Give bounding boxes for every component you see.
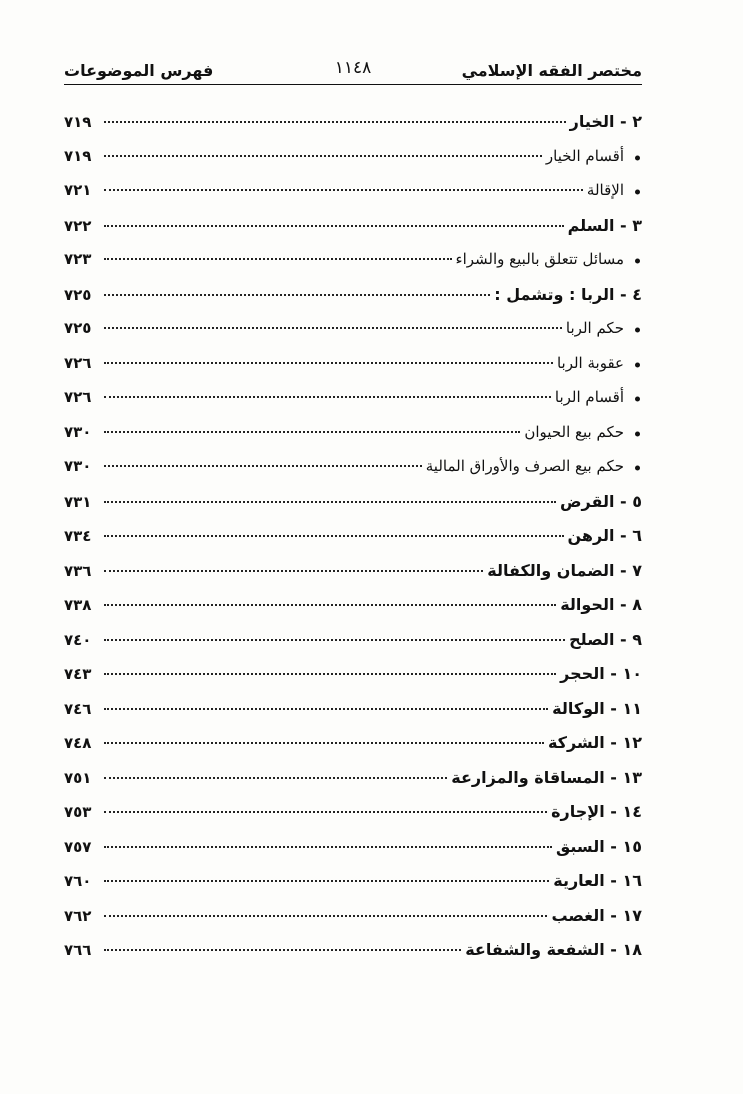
toc-entry-page: ٧٥٧ [64, 837, 92, 856]
toc-entry [64, 147, 642, 182]
toc-entry [64, 388, 642, 423]
toc-entry [64, 871, 642, 906]
toc-entry [64, 699, 642, 734]
toc-entry-page: ٧٢٥ [64, 319, 92, 337]
dot-leader [104, 396, 551, 398]
dot-leader [104, 915, 547, 917]
toc-entry-page: ٧٢٦ [64, 353, 92, 372]
dot-leader [104, 811, 547, 813]
toc-entry-page: ٧١٩ [64, 113, 92, 131]
toc-entry [64, 768, 642, 803]
dot-leader [104, 501, 556, 503]
toc-entry-page: ٧٢٥ [64, 285, 92, 304]
toc-entry-page: ٧٢٢ [64, 216, 92, 235]
toc-entry-title: ١٣ - المساقاة والمزارعة [451, 767, 642, 787]
toc-entry-page: ٧٣٠ [64, 422, 92, 441]
toc-entry-title: ٢ - الخيار [569, 112, 642, 131]
toc-entry-title: ٦ - الرهن [567, 526, 642, 545]
toc-entry-title: حكم بيع الحيوان [524, 423, 642, 441]
toc-entry [64, 319, 642, 354]
toc-entry-title: مسائل تتعلق بالبيع والشراء [456, 250, 642, 268]
toc-entry-page: ٧٣٠ [64, 457, 92, 475]
toc-entry [64, 423, 642, 458]
toc-entry-page: ٧٦٠ [64, 872, 92, 890]
toc-entry-title: ١٨ - الشفعة والشفاعة [465, 940, 642, 959]
dot-leader [104, 294, 490, 296]
toc-entry [64, 354, 642, 389]
toc-entry-title: ٧ - الضمان والكفالة [487, 560, 642, 580]
dot-leader [104, 949, 461, 951]
dot-leader [104, 708, 548, 710]
dot-leader [104, 327, 562, 329]
toc-entry [64, 457, 642, 492]
toc-entry [64, 802, 642, 837]
toc-entry [64, 526, 642, 561]
toc-entry-title: عقوبة الربا [557, 354, 642, 372]
toc-entry [64, 285, 642, 320]
page-number: ١١٤٨ [334, 58, 372, 78]
toc-entry [64, 181, 642, 216]
toc-entry-title: ٣ - السلم [567, 215, 642, 235]
toc-entry-title: حكم بيع الصرف والأوراق المالية [426, 457, 642, 475]
dot-leader [104, 570, 483, 572]
running-header [64, 54, 642, 84]
dot-leader [104, 880, 549, 882]
dot-leader [104, 535, 564, 537]
toc-entry-title: حكم الربا [566, 319, 642, 337]
toc-entry-title: الإقالة [587, 181, 642, 199]
toc-entry-title: ١٥ - السبق [555, 836, 642, 856]
toc-entry-page: ٧٥٣ [64, 803, 92, 821]
toc-entry-page: ٧٦٢ [64, 906, 92, 925]
toc-entry-page: ٧٥١ [64, 768, 92, 787]
toc-entry-page: ٧٢٦ [64, 388, 92, 406]
toc-entry-page: ٧٤٣ [64, 665, 92, 683]
toc-entry-title: ١٤ - الإجارة [551, 802, 642, 821]
toc-entry-page: ٧٣٤ [64, 527, 92, 545]
toc-entry [64, 112, 642, 147]
toc-entry-page: ٧٢١ [64, 181, 92, 199]
toc-entry-page: ٧٤٦ [64, 699, 92, 718]
toc-entry-title: ٤ - الربا : وتشمل : [494, 284, 642, 304]
toc-entry [64, 664, 642, 699]
dot-leader [104, 846, 552, 848]
section-title: فهرس الموضوعات [64, 61, 214, 80]
header-rule [64, 84, 642, 85]
toc-entry-page: ٧٤٨ [64, 734, 92, 752]
table-of-contents [64, 112, 642, 975]
dot-leader [104, 639, 565, 641]
toc-entry [64, 250, 642, 285]
toc-entry-title: ٨ - الحوالة [560, 595, 642, 614]
toc-entry-title: أقسام الخيار [546, 147, 642, 165]
dot-leader [104, 258, 452, 260]
toc-entry [64, 595, 642, 630]
toc-entry-page: ٧٣٨ [64, 596, 92, 614]
dot-leader [104, 673, 556, 675]
toc-entry [64, 940, 642, 975]
dot-leader [104, 777, 447, 779]
dot-leader [104, 155, 542, 157]
toc-entry [64, 216, 642, 251]
toc-entry-title: ٥ - القرض [559, 491, 642, 511]
dot-leader [104, 121, 566, 123]
toc-entry-title: ١٢ - الشركة [547, 733, 642, 752]
toc-entry-page: ٧٣٦ [64, 561, 92, 580]
dot-leader [104, 604, 556, 606]
book-title: مختصر الفقه الإسلامي [461, 61, 642, 80]
toc-entry-title: أقسام الربا [555, 388, 642, 406]
toc-entry-title: ١٠ - الحجر [560, 664, 642, 683]
toc-entry-page: ٧٣١ [64, 492, 92, 511]
toc-entry [64, 561, 642, 596]
toc-entry [64, 630, 642, 665]
toc-entry-title: ١٧ - الغصب [551, 905, 642, 925]
dot-leader [104, 362, 553, 364]
toc-entry-page: ٧٤٠ [64, 630, 92, 649]
toc-entry-title: ١١ - الوكالة [552, 698, 642, 718]
toc-entry [64, 837, 642, 872]
toc-entry-page: ٧٢٣ [64, 250, 92, 268]
dot-leader [104, 431, 520, 433]
toc-entry-title: ٩ - الصلح [569, 629, 642, 649]
toc-entry-title: ١٦ - العارية [553, 871, 642, 890]
dot-leader [104, 742, 544, 744]
dot-leader [104, 465, 422, 467]
toc-entry-page: ٧١٩ [64, 146, 92, 165]
toc-entry [64, 906, 642, 941]
toc-entry [64, 492, 642, 527]
toc-entry [64, 733, 642, 768]
dot-leader [104, 225, 564, 227]
dot-leader [104, 189, 583, 191]
toc-entry-page: ٧٦٦ [64, 941, 92, 959]
